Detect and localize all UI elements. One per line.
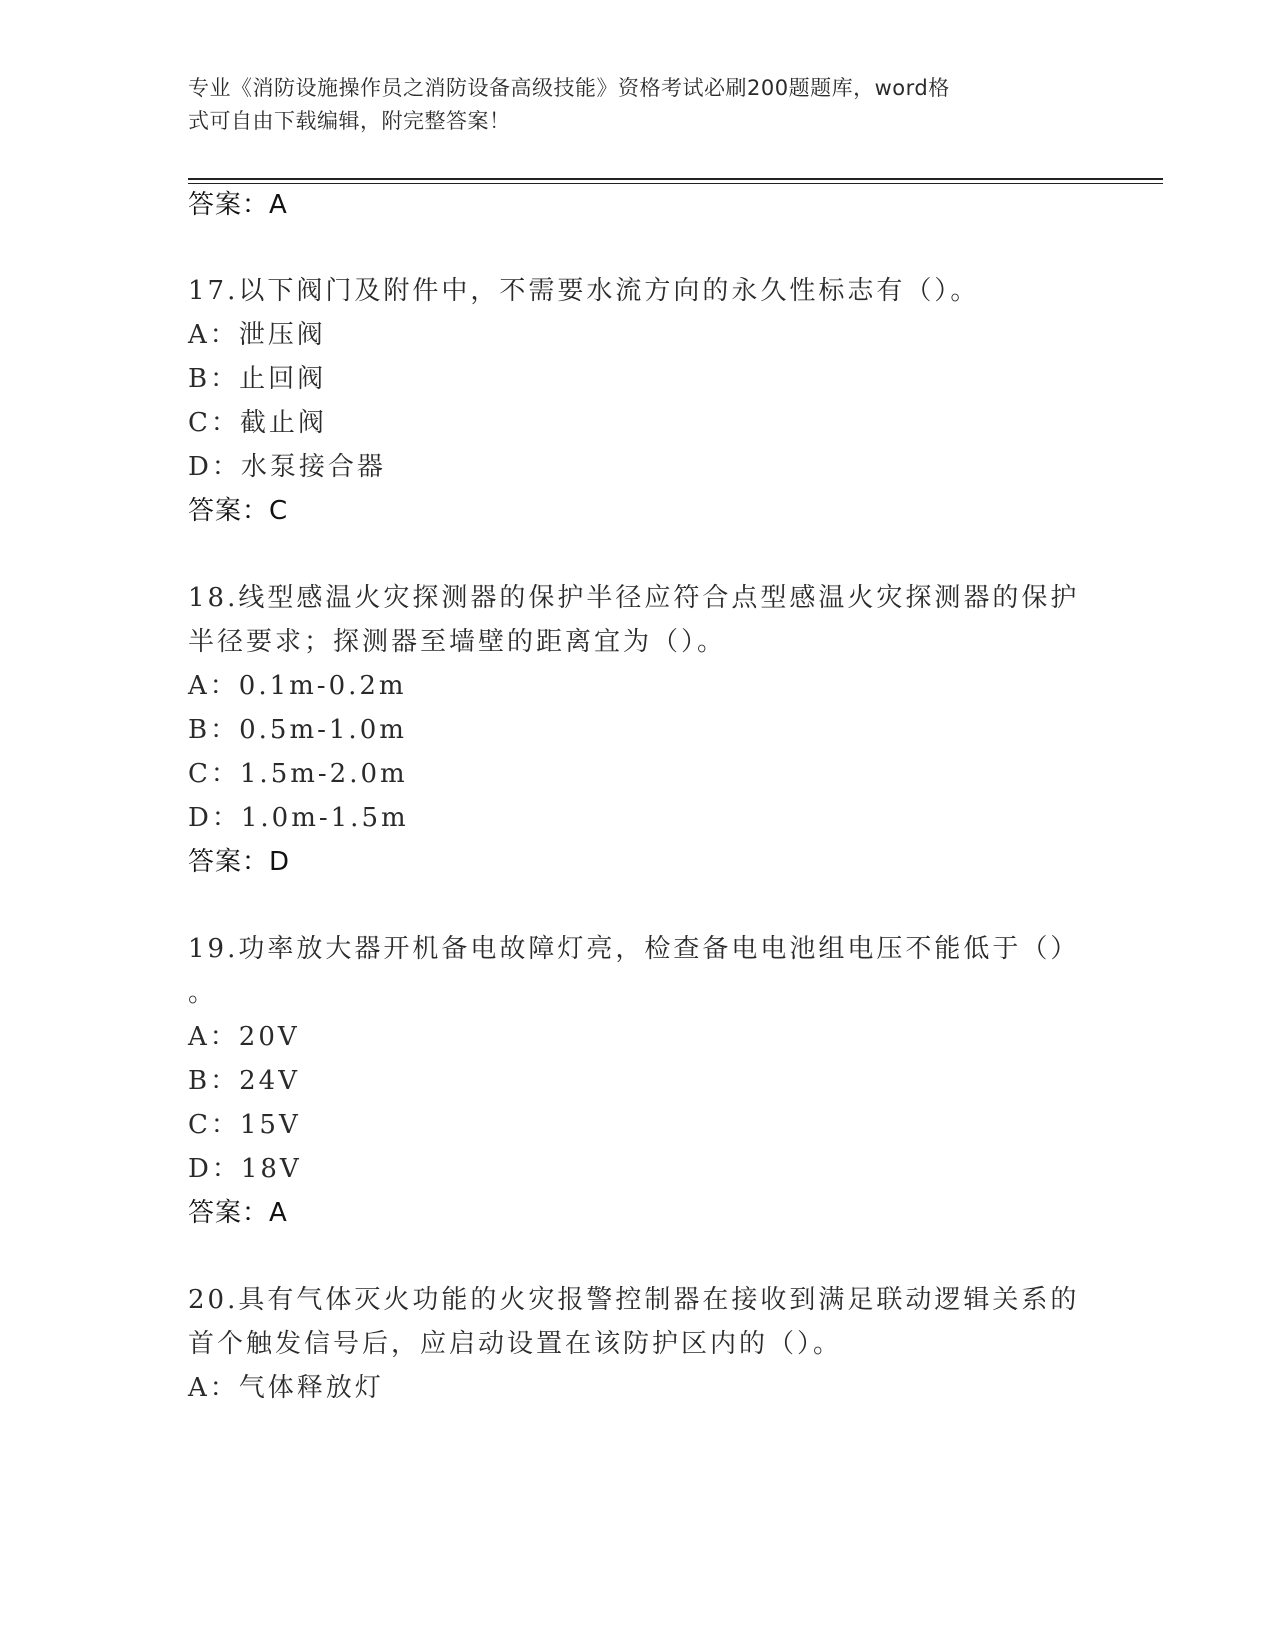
q20-option-a: A：气体释放灯 — [188, 1373, 384, 1403]
q19-option-a: A：20V — [188, 1022, 300, 1052]
q17-option-b: B：止回阀 — [188, 364, 327, 394]
q18-option-d: D：1.0m-1.5m — [188, 803, 409, 833]
q19-option-d: D：18V — [188, 1154, 302, 1184]
q20-stem-line-1: 20.具有气体灭火功能的火灾报警控制器在接收到满足联动逻辑关系的 — [188, 1285, 1080, 1315]
q18-option-b: B：0.5m-1.0m — [188, 715, 407, 745]
header-line-1: 专业《消防设施操作员之消防设备高级技能》资格考试必刷200题题库，word格 — [188, 76, 950, 100]
q18-option-a: A：0.1m-0.2m — [188, 671, 407, 701]
q20-stem-line-2: 首个触发信号后，应启动设置在该防护区内的（）。 — [188, 1329, 843, 1359]
q17-stem: 17.以下阀门及附件中，不需要水流方向的永久性标志有（）。 — [188, 276, 980, 306]
q17-answer: 答案：C — [188, 496, 289, 526]
q18-answer: 答案：D — [188, 847, 291, 877]
q17-option-a: A：泄压阀 — [188, 320, 326, 350]
answer-prev: 答案：A — [188, 190, 288, 220]
q17-option-d: D：水泵接合器 — [188, 452, 386, 482]
q19-stem-line-2: 。 — [188, 978, 218, 1008]
q19-answer: 答案：A — [188, 1198, 288, 1228]
header-divider-thin — [188, 183, 1163, 184]
q19-option-c: C：15V — [188, 1110, 301, 1140]
header-line-2: 式可自由下载编辑，附完整答案！ — [188, 109, 511, 133]
q19-stem-line-1: 19.功率放大器开机备电故障灯亮，检查备电电池组电压不能低于（） — [188, 934, 1080, 964]
header-divider-thick — [188, 178, 1163, 180]
q18-stem-line-2: 半径要求；探测器至墙壁的距离宜为（）。 — [188, 627, 727, 657]
page-header — [188, 72, 1078, 138]
q17-option-c: C：截止阀 — [188, 408, 327, 438]
q18-option-c: C：1.5m-2.0m — [188, 759, 408, 789]
q18-stem-line-1: 18.线型感温火灾探测器的保护半径应符合点型感温火灾探测器的保护 — [188, 583, 1080, 613]
q19-option-b: B：24V — [188, 1066, 300, 1096]
